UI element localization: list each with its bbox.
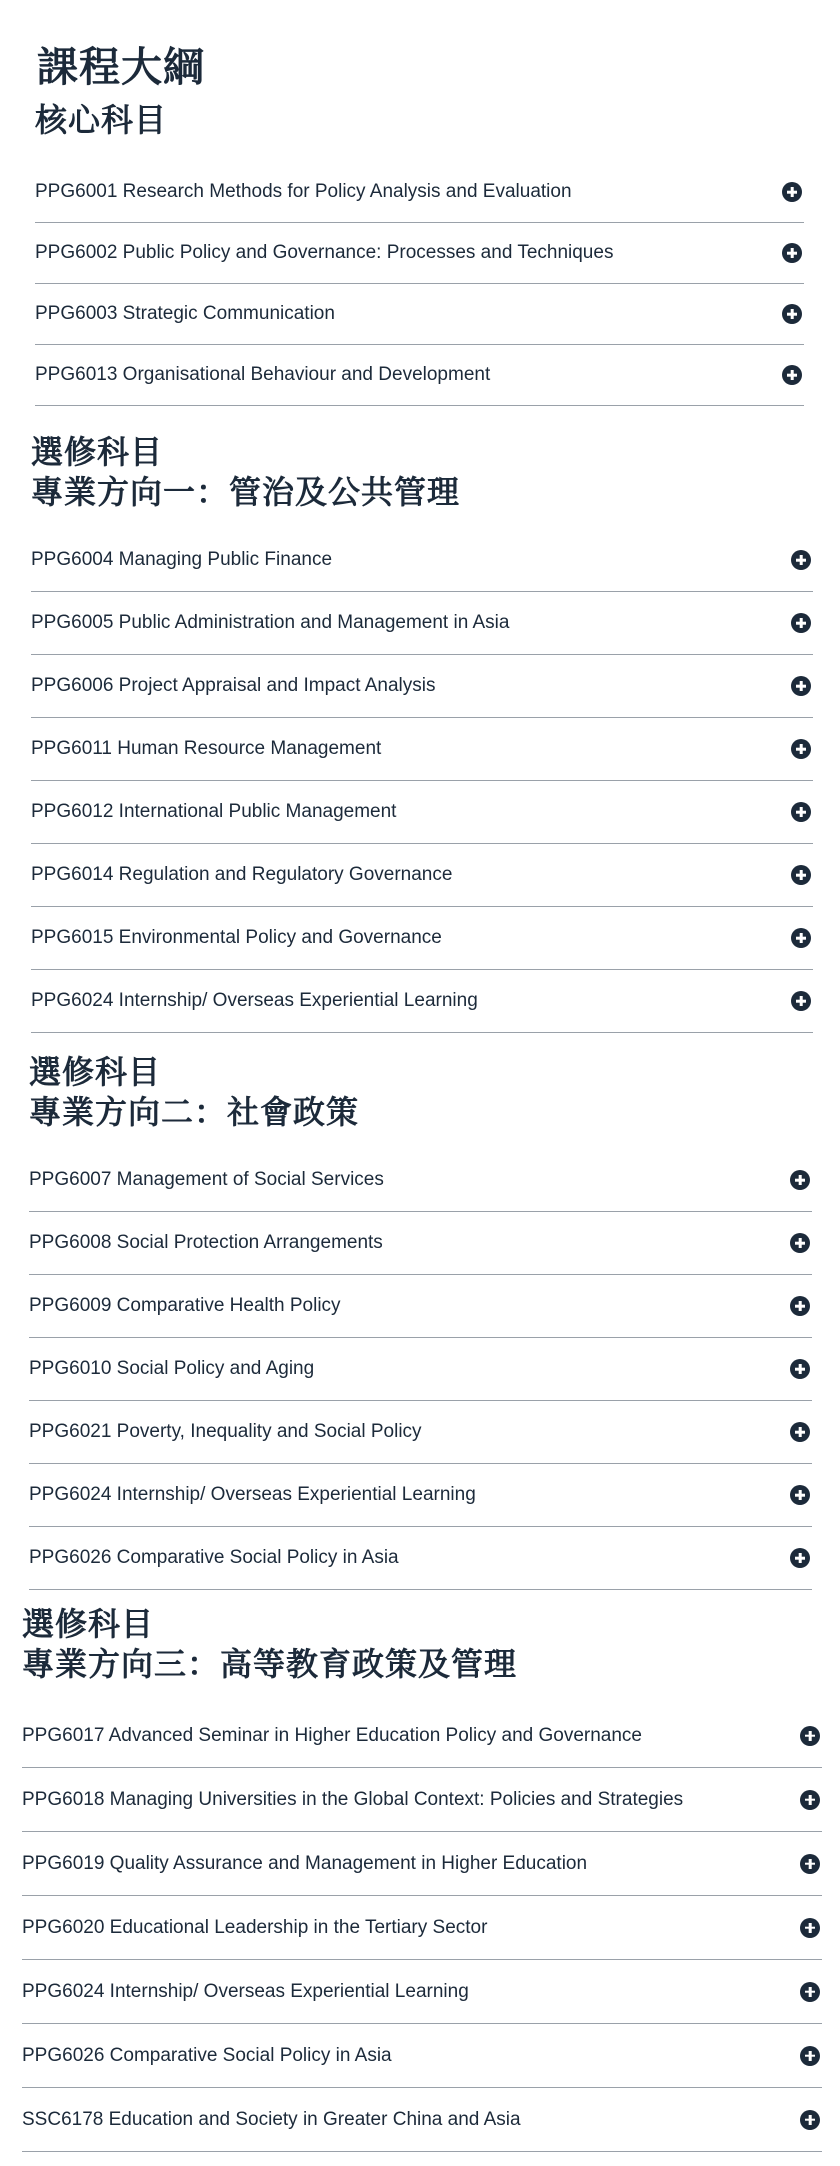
expand-plus-icon[interactable] — [782, 304, 802, 324]
course-item[interactable] — [31, 655, 813, 718]
course-item[interactable] — [29, 1149, 812, 1212]
course-item[interactable] — [31, 781, 813, 844]
course-label: PPG6017 Advanced Seminar in Higher Education Policy and Governance — [22, 1724, 642, 1746]
course-item[interactable] — [35, 162, 804, 223]
section-elective-stream-3 — [22, 1604, 822, 2152]
expand-plus-icon[interactable] — [800, 1790, 820, 1810]
expand-plus-icon[interactable] — [790, 1422, 810, 1442]
course-item[interactable] — [22, 1896, 822, 1960]
course-label: PPG6018 Managing Universities in the Global Context: Policies and Strategies — [22, 1788, 684, 1810]
course-item[interactable] — [35, 345, 804, 406]
expand-plus-icon[interactable] — [800, 1854, 820, 1874]
page-title: 課程大綱 — [37, 43, 205, 92]
expand-plus-icon[interactable] — [791, 802, 811, 822]
section-heading-line: 選修科目 — [22, 1605, 155, 1643]
section-heading — [29, 1052, 812, 1132]
course-label: PPG6011 Human Resource Management — [31, 738, 382, 759]
course-list — [29, 1149, 812, 1590]
section-heading — [35, 100, 804, 140]
course-label: SSC6178 Education and Society in Greater China and Asia — [22, 2108, 521, 2130]
expand-plus-icon[interactable] — [790, 1359, 810, 1379]
expand-plus-icon[interactable] — [791, 676, 811, 696]
course-label: PPG6012 International Public Management — [31, 801, 397, 822]
course-label: PPG6024 Internship/ Overseas Experiential Learning — [22, 1980, 469, 2002]
section-heading — [22, 1604, 822, 1684]
course-item[interactable] — [31, 970, 813, 1033]
course-label: PPG6007 Management of Social Services — [29, 1169, 384, 1190]
course-item[interactable] — [31, 907, 813, 970]
course-label: PPG6026 Comparative Social Policy in Asia — [22, 2044, 392, 2066]
course-list — [35, 162, 804, 406]
course-label: PPG6015 Environmental Policy and Governance — [31, 927, 442, 948]
course-item[interactable] — [29, 1527, 812, 1590]
course-label: PPG6004 Managing Public Finance — [31, 549, 333, 570]
course-item[interactable] — [31, 592, 813, 655]
expand-plus-icon[interactable] — [800, 2046, 820, 2066]
expand-plus-icon[interactable] — [790, 1485, 810, 1505]
expand-plus-icon[interactable] — [791, 991, 811, 1011]
course-label: PPG6020 Educational Leadership in the Tertiary Sector — [22, 1916, 488, 1938]
section-heading-line: 核心科目 — [35, 101, 168, 139]
course-item[interactable] — [22, 2088, 822, 2152]
expand-plus-icon[interactable] — [791, 550, 811, 570]
section-elective-stream-2 — [29, 1052, 812, 1590]
section-heading-line: 專業方向二：社會政策 — [29, 1093, 360, 1131]
course-item[interactable] — [22, 1960, 822, 2024]
expand-plus-icon[interactable] — [800, 1726, 820, 1746]
course-item[interactable] — [29, 1212, 812, 1275]
expand-plus-icon[interactable] — [800, 2110, 820, 2130]
course-label: PPG6021 Poverty, Inequality and Social Policy — [29, 1421, 422, 1442]
course-label: PPG6009 Comparative Health Policy — [29, 1295, 341, 1316]
course-label: PPG6014 Regulation and Regulatory Governance — [31, 864, 453, 885]
course-label: PPG6013 Organisational Behaviour and Development — [35, 364, 491, 385]
course-label: PPG6024 Internship/ Overseas Experiential Learning — [29, 1484, 476, 1505]
section-heading-line: 選修科目 — [31, 433, 164, 471]
expand-plus-icon[interactable] — [790, 1296, 810, 1316]
course-item[interactable] — [22, 1832, 822, 1896]
expand-plus-icon[interactable] — [800, 1918, 820, 1938]
section-heading — [31, 432, 813, 512]
course-item[interactable] — [31, 844, 813, 907]
course-item[interactable] — [35, 284, 804, 345]
expand-plus-icon[interactable] — [782, 243, 802, 263]
course-label: PPG6019 Quality Assurance and Management in Higher Education — [22, 1852, 588, 1874]
course-label: PPG6003 Strategic Communication — [35, 303, 335, 324]
section-core — [35, 100, 804, 406]
course-item[interactable] — [35, 223, 804, 284]
course-item[interactable] — [22, 1768, 822, 1832]
course-label: PPG6026 Comparative Social Policy in Asia — [29, 1547, 399, 1568]
course-label: PPG6005 Public Administration and Management in Asia — [31, 612, 510, 633]
course-item[interactable] — [29, 1275, 812, 1338]
section-elective-stream-1 — [31, 432, 813, 1033]
course-label: PPG6002 Public Policy and Governance: Processes and Techniques — [35, 242, 614, 263]
expand-plus-icon[interactable] — [782, 182, 802, 202]
course-item[interactable] — [29, 1464, 812, 1527]
expand-plus-icon[interactable] — [782, 365, 802, 385]
course-label: PPG6024 Internship/ Overseas Experiential Learning — [31, 990, 478, 1011]
expand-plus-icon[interactable] — [800, 1982, 820, 2002]
course-list — [31, 529, 813, 1033]
section-heading-line: 選修科目 — [29, 1053, 162, 1091]
expand-plus-icon[interactable] — [790, 1233, 810, 1253]
section-heading-line: 專業方向一：管治及公共管理 — [31, 473, 461, 511]
course-item[interactable] — [29, 1338, 812, 1401]
course-label: PPG6008 Social Protection Arrangements — [29, 1232, 383, 1253]
expand-plus-icon[interactable] — [791, 865, 811, 885]
course-item[interactable] — [22, 1704, 822, 1768]
course-label: PPG6001 Research Methods for Policy Analysis and Evaluation — [35, 181, 572, 202]
course-item[interactable] — [31, 529, 813, 592]
course-label: PPG6010 Social Policy and Aging — [29, 1358, 315, 1379]
expand-plus-icon[interactable] — [791, 739, 811, 759]
expand-plus-icon[interactable] — [791, 928, 811, 948]
course-item[interactable] — [29, 1401, 812, 1464]
course-item[interactable] — [31, 718, 813, 781]
expand-plus-icon[interactable] — [790, 1170, 810, 1190]
expand-plus-icon[interactable] — [790, 1548, 810, 1568]
course-list — [22, 1704, 822, 2152]
course-item[interactable] — [22, 2024, 822, 2088]
section-heading-line: 專業方向三：高等教育政策及管理 — [22, 1645, 518, 1683]
course-label: PPG6006 Project Appraisal and Impact Analysis — [31, 675, 436, 696]
expand-plus-icon[interactable] — [791, 613, 811, 633]
